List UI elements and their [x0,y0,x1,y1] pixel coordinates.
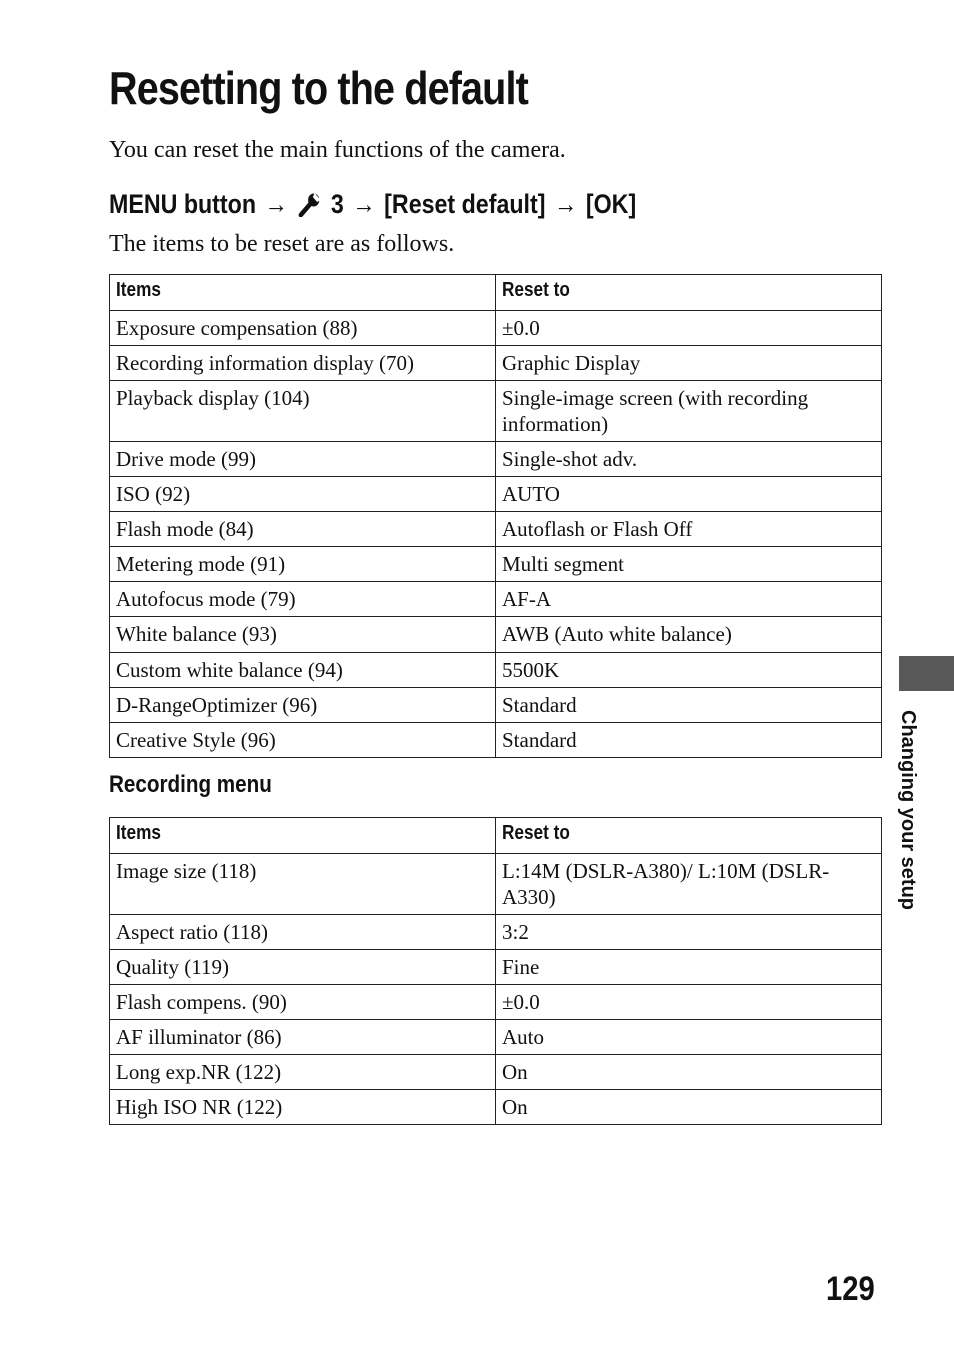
item-cell: Long exp.NR (122) [110,1055,496,1090]
item-cell: Autofocus mode (79) [110,582,496,617]
column-header-reset-to: Reset to [496,275,882,311]
menu-path [109,186,636,222]
item-cell: Flash compens. (90) [110,985,496,1020]
table-row [110,854,882,915]
reset-value-cell: Single-image screen (with recording information) [496,381,882,442]
item-cell: Playback display (104) [110,381,496,442]
section-side-label: Changing your setup [897,710,919,910]
table-row [110,985,882,1020]
table-row [110,688,882,723]
table-row [110,1090,882,1125]
item-cell: Flash mode (84) [110,512,496,547]
item-cell: White balance (93) [110,617,496,653]
reset-value-cell: Multi segment [496,547,882,582]
reset-value-cell: On [496,1055,882,1090]
reset-value-cell: Graphic Display [496,346,882,381]
arrow-icon: → [352,189,376,219]
table-row [110,653,882,688]
reset-value-cell: Fine [496,950,882,985]
menu-step-number: 3 [330,189,344,219]
reset-value-cell: On [496,1090,882,1125]
arrow-icon: → [264,189,288,219]
table-row [110,512,882,547]
section-tab-marker [899,656,954,691]
reset-value-cell: L:14M (DSLR-A380)/ L:10M (DSLR-A330) [496,854,882,915]
table-row [110,477,882,512]
recording-menu-table [109,817,882,1125]
table-row [110,915,882,950]
item-cell: Exposure compensation (88) [110,311,496,346]
column-header-items: Items [110,275,496,311]
table-header-row [110,818,882,854]
item-cell: Quality (119) [110,950,496,985]
ok-label: [OK] [585,189,637,219]
item-cell: AF illuminator (86) [110,1020,496,1055]
reset-value-cell: Single-shot adv. [496,442,882,477]
item-cell: Drive mode (99) [110,442,496,477]
item-cell: D-RangeOptimizer (96) [110,688,496,723]
table-row [110,582,882,617]
items-intro-text: The items to be reset are as follows. [109,231,455,257]
reset-value-cell: 3:2 [496,915,882,950]
reset-value-cell: Standard [496,723,882,758]
item-cell: ISO (92) [110,477,496,512]
item-cell: Recording information display (70) [110,346,496,381]
reset-value-cell: AWB (Auto white balance) [496,617,882,653]
reset-value-cell: Autoflash or Flash Off [496,512,882,547]
column-header-reset-to: Reset to [496,818,882,854]
table-row [110,547,882,582]
wrench-icon [298,191,322,217]
table-row [110,346,882,381]
reset-value-cell: 5500K [496,653,882,688]
reset-default-label: [Reset default] [384,189,546,219]
page-title: Resetting to the default [109,62,528,114]
reset-items-table [109,274,882,758]
reset-value-cell: ±0.0 [496,311,882,346]
table-row [110,617,882,653]
recording-menu-heading: Recording menu [109,771,272,798]
reset-value-cell: Standard [496,688,882,723]
table-row [110,311,882,346]
table-row [110,381,882,442]
reset-value-cell: Auto [496,1020,882,1055]
item-cell: Custom white balance (94) [110,653,496,688]
arrow-icon: → [554,189,578,219]
table-header-row [110,275,882,311]
reset-value-cell: ±0.0 [496,985,882,1020]
page-number: 129 [826,1270,875,1308]
table-row [110,1055,882,1090]
item-cell: Image size (118) [110,854,496,915]
table-row [110,1020,882,1055]
column-header-items: Items [110,818,496,854]
item-cell: Metering mode (91) [110,547,496,582]
table-row [110,442,882,477]
reset-value-cell: AUTO [496,477,882,512]
intro-text: You can reset the main functions of the camera. [109,137,566,163]
menu-button-label: MENU button [109,189,257,219]
item-cell: Creative Style (96) [110,723,496,758]
table-row [110,723,882,758]
item-cell: Aspect ratio (118) [110,915,496,950]
reset-value-cell: AF-A [496,582,882,617]
table-row [110,950,882,985]
item-cell: High ISO NR (122) [110,1090,496,1125]
